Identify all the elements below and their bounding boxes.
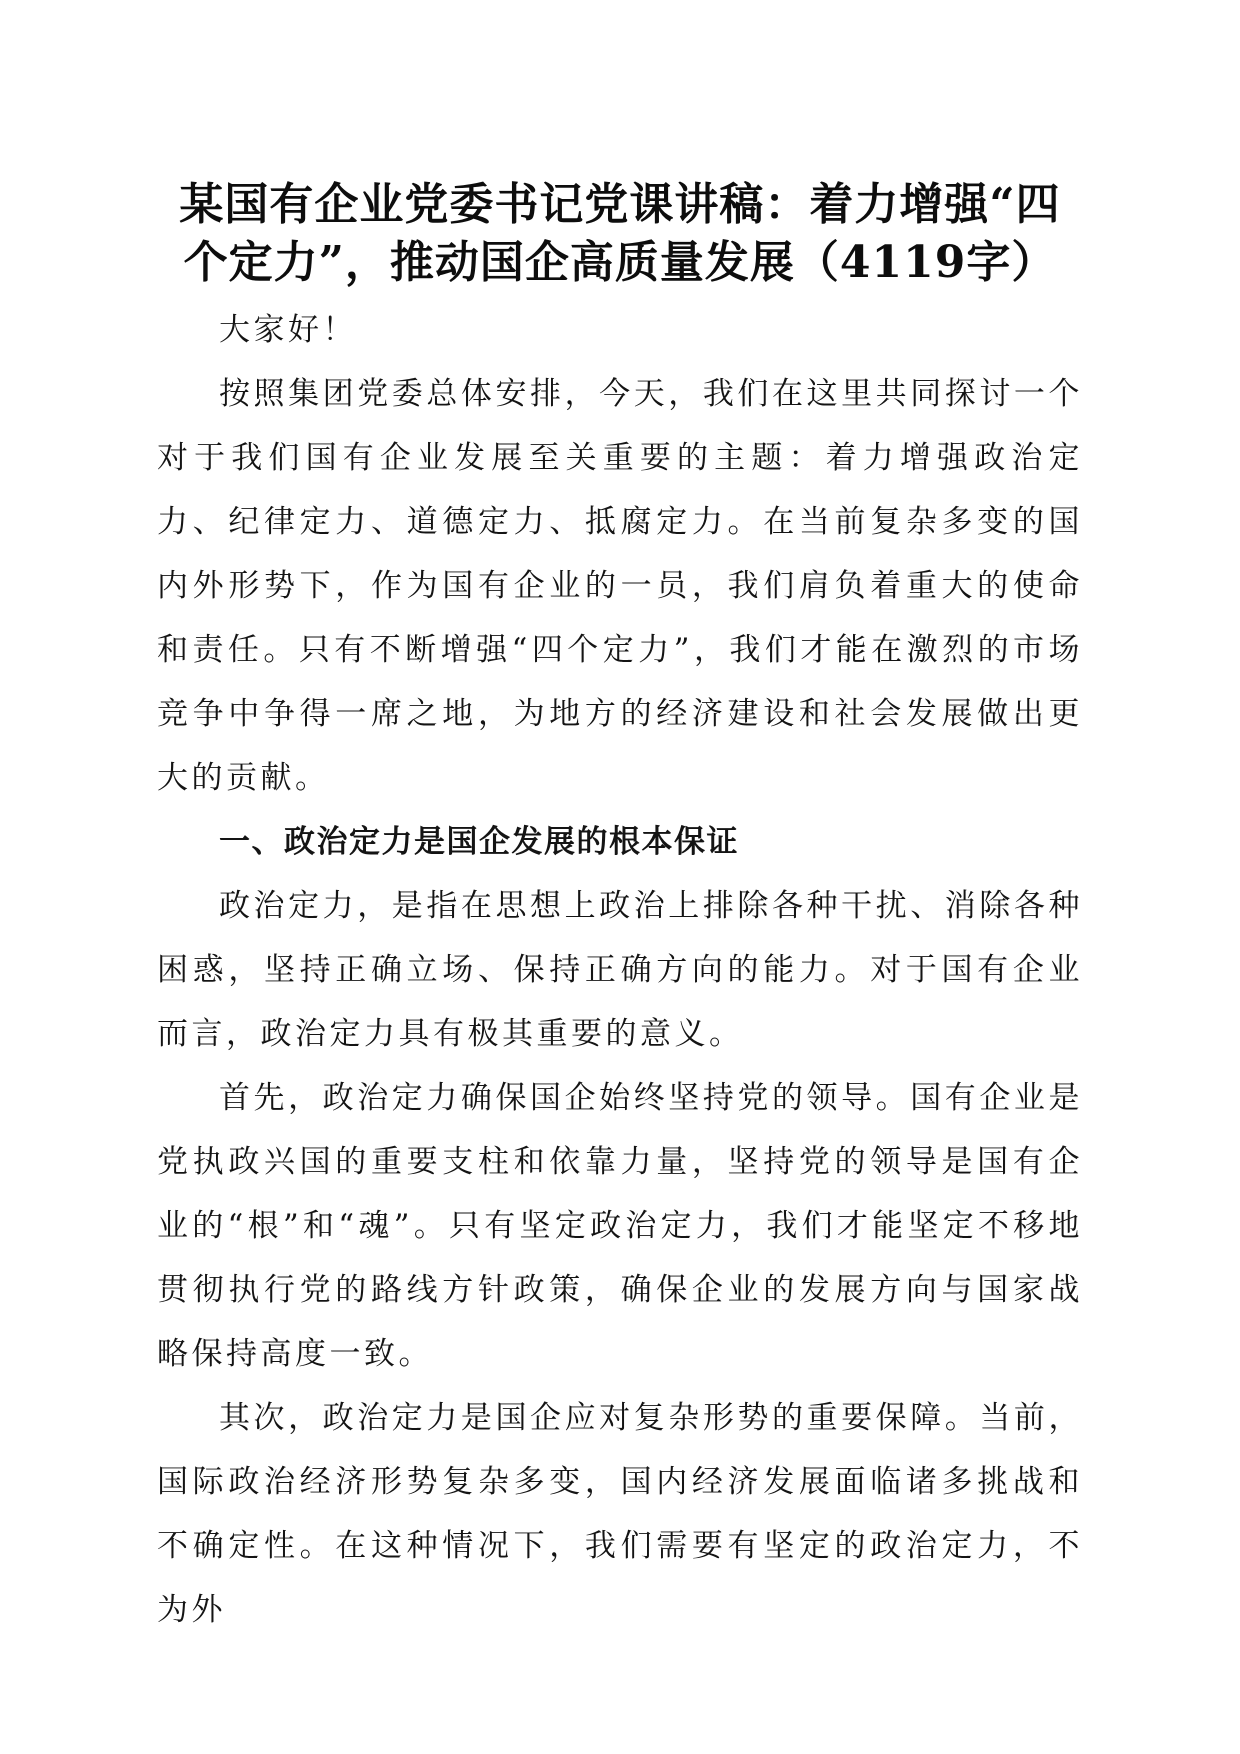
section-heading: 一、政治定力是国企发展的根本保证 — [219, 824, 739, 860]
intro-paragraph: 按照集团党委总体安排，今天，我们在这里共同探讨一个对于我们国有企业发展至关重要的主题：着力增强政治定力、纪律定力、道德定力、抵腐定力。在当前复杂多变的国内外形势下，作为国有企业的一员，我们肩负着重大的使命和责任。只有不断增强“四个定力”，我们才能在激烈的市场竞争中争得一席之地，为地方的经济建设和社会发展做出更大的贡献。 — [157, 376, 1083, 796]
document-title: 某国有企业党委书记党课讲稿：着力增强“四个定力”，推动国企高质量发展（4119字） — [179, 179, 1061, 288]
greeting-line: 大家好！ — [219, 312, 357, 348]
body-paragraph-1: 政治定力，是指在思想上政治上排除各种干扰、消除各种困惑，坚持正确立场、保持正确方向的能力。对于国有企业而言，政治定力具有极其重要的意义。 — [157, 888, 1083, 1052]
body-paragraph-2: 首先，政治定力确保国企始终坚持党的领导。国有企业是党执政兴国的重要支柱和依靠力量，坚持党的领导是国有企业的“根”和“魂”。只有坚定政治定力，我们才能坚定不移地贯彻执行党的路线方针政策，确保企业的发展方向与国家战略保持高度一致。 — [157, 1080, 1083, 1372]
document-body — [157, 176, 1083, 1642]
body-paragraph-3: 其次，政治定力是国企应对复杂形势的重要保障。当前，国际政治经济形势复杂多变，国内经济发展面临诸多挑战和不确定性。在这种情况下，我们需要有坚定的政治定力，不为外 — [157, 1400, 1083, 1628]
